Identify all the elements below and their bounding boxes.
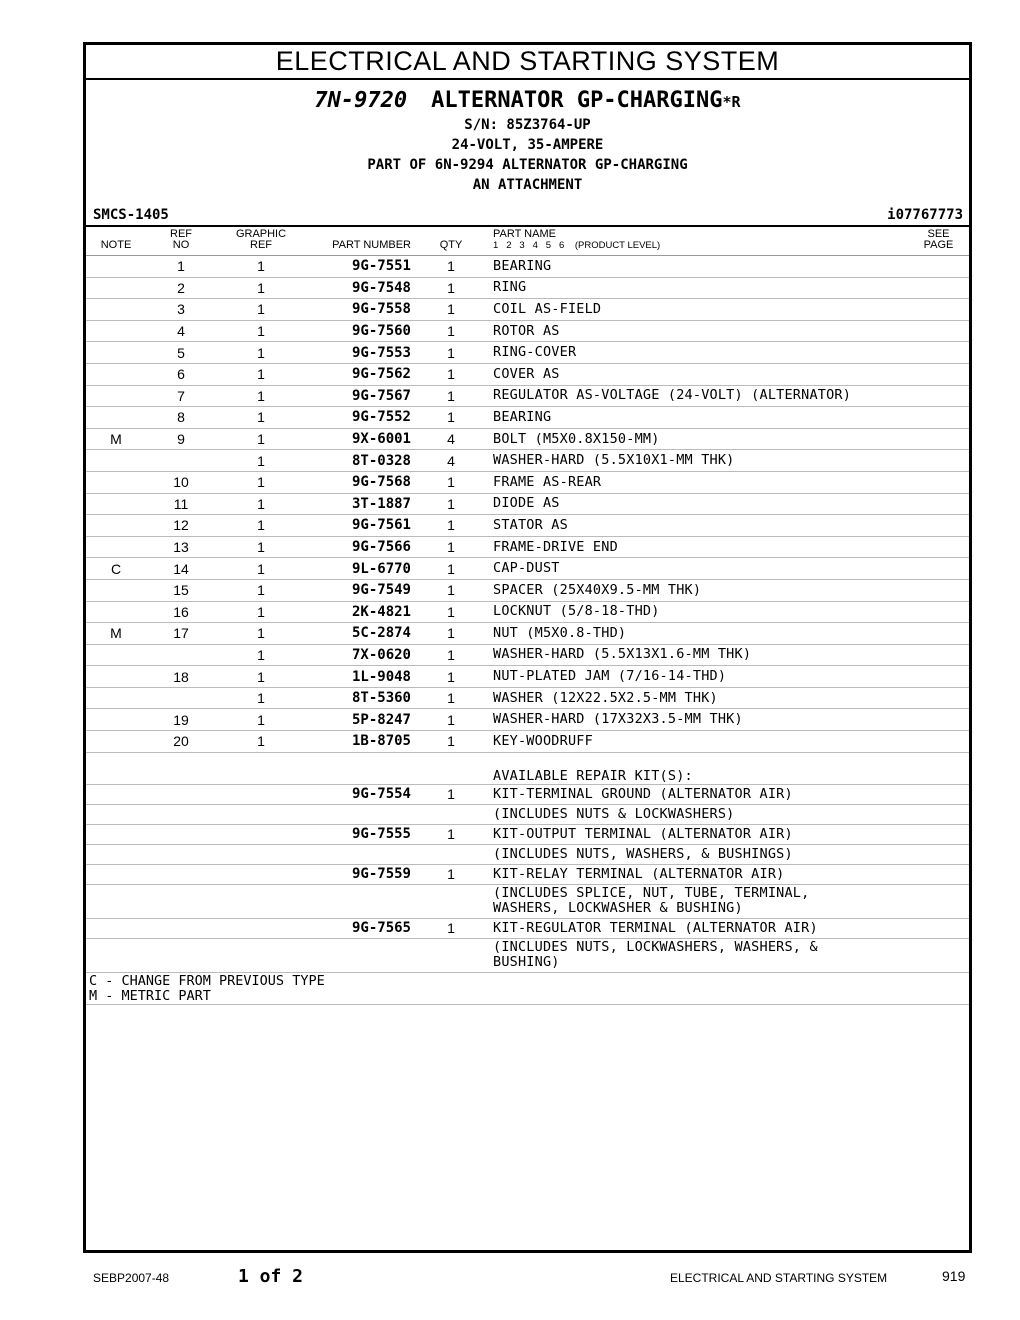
kit-row — [86, 785, 969, 805]
ref-no-cell — [166, 450, 196, 471]
part-number-cell: 9G-7566 — [351, 539, 411, 556]
kit-part-number-cell: 9G-7565 — [351, 920, 411, 937]
table-row — [86, 450, 969, 472]
qty-cell: 1 — [447, 690, 455, 707]
part-name-cell: COIL AS-FIELD — [493, 300, 602, 317]
qty-cell: 1 — [447, 711, 455, 728]
kit-row — [86, 865, 969, 885]
section-title: ELECTRICAL AND STARTING SYSTEM — [86, 45, 969, 80]
graphic-ref-cell: 1 — [257, 279, 265, 296]
ref-no-cell: 14 — [173, 560, 189, 577]
note-cell — [86, 342, 146, 363]
illustration-id: i07767773 — [887, 207, 963, 223]
note-cell: M — [110, 431, 122, 448]
ref-no-cell: 7 — [177, 387, 185, 404]
kit-name-cell: KIT-OUTPUT TERMINAL (ALTERNATOR AIR) — [493, 825, 793, 842]
part-name-cell: REGULATOR AS-VOLTAGE (24-VOLT) (ALTERNATOR) — [493, 387, 852, 404]
table-row — [86, 537, 969, 559]
part-name-cell: COVER AS — [493, 365, 560, 382]
group-title — [86, 87, 969, 115]
col-note: NOTE — [100, 239, 132, 251]
col-part-name — [493, 229, 793, 251]
note-cell — [86, 602, 146, 623]
note-cell — [86, 450, 146, 471]
part-name-cell: RING — [493, 279, 527, 296]
table-row — [86, 364, 969, 386]
note-legend-line: M - METRIC PART — [89, 987, 211, 1004]
part-number-cell: 9G-7561 — [351, 517, 411, 534]
qty-cell: 1 — [447, 495, 455, 512]
qty-cell: 4 — [447, 431, 455, 448]
kit-row — [86, 825, 969, 845]
qty-cell: 1 — [447, 517, 455, 534]
doc-id: SEBP2007-48 — [93, 1271, 170, 1285]
kit-part-number-cell: 9G-7555 — [351, 826, 411, 843]
kit-qty-cell: 1 — [447, 826, 455, 843]
qty-cell: 1 — [447, 474, 455, 491]
table-row — [86, 731, 969, 753]
kit-description-row — [86, 939, 969, 973]
graphic-ref-cell: 1 — [257, 603, 265, 620]
col-ref-bottom: NO — [172, 239, 190, 251]
col-see-top: SEE — [927, 228, 950, 240]
qty-cell: 1 — [447, 668, 455, 685]
part-number-cell: 9G-7552 — [351, 409, 411, 426]
part-name-cell: FRAME AS-REAR — [493, 473, 602, 490]
part-number-cell: 9G-7558 — [351, 301, 411, 318]
graphic-ref-cell: 1 — [257, 344, 265, 361]
graphic-ref-cell: 1 — [257, 452, 265, 469]
table-row — [86, 623, 969, 645]
col-see-bottom: PAGE — [923, 239, 954, 251]
table-row — [86, 494, 969, 516]
graphic-ref-cell: 1 — [257, 625, 265, 642]
col-see-page — [911, 229, 966, 251]
qty-cell: 1 — [447, 409, 455, 426]
part-name-cell: RING-COVER — [493, 344, 577, 361]
graphic-ref-cell: 1 — [257, 539, 265, 556]
part-number-cell: 9G-7567 — [351, 387, 411, 404]
ref-no-cell: 8 — [177, 409, 185, 426]
serial-range: S/N: 85Z3764-UP — [464, 117, 591, 133]
part-name-cell: NUT-PLATED JAM (7/16-14-THD) — [493, 668, 727, 685]
kits-heading: AVAILABLE REPAIR KIT(S): — [493, 767, 693, 784]
col-qty: QTY — [439, 239, 463, 251]
table-row — [86, 429, 969, 451]
qty-cell: 1 — [447, 366, 455, 383]
qty-cell: 1 — [447, 560, 455, 577]
qty-cell: 1 — [447, 344, 455, 361]
ref-no-cell: 11 — [173, 495, 189, 512]
kit-name-cell: KIT-REGULATOR TERMINAL (ALTERNATOR AIR) — [493, 919, 818, 936]
note-cell — [86, 709, 146, 730]
col-ref — [161, 229, 201, 251]
ref-no-cell: 15 — [173, 582, 189, 599]
part-number-cell: 9G-7553 — [351, 344, 411, 361]
ref-no-cell: 16 — [173, 603, 189, 620]
smcs-code: SMCS-1405 — [93, 207, 169, 223]
part-name-cell: LOCKNUT (5/8-18-THD) — [493, 603, 660, 620]
ref-no-cell: 9 — [177, 431, 185, 448]
qty-cell: 1 — [447, 733, 455, 750]
ref-no-cell: 19 — [173, 711, 189, 728]
part-number-cell: 1L-9048 — [351, 668, 411, 685]
note-cell — [86, 256, 146, 277]
table-row — [86, 645, 969, 667]
table-row — [86, 321, 969, 343]
part-name-cell: BEARING — [493, 257, 552, 274]
ref-no-cell: 10 — [173, 474, 189, 491]
part-name-cell: CAP-DUST — [493, 560, 560, 577]
part-name-cell: SPACER (25X40X9.5-MM THK) — [493, 581, 702, 598]
note-cell — [86, 645, 146, 666]
qty-cell: 1 — [447, 279, 455, 296]
kit-qty-cell: 1 — [447, 786, 455, 803]
ref-no-cell: 2 — [177, 279, 185, 296]
qty-cell: 4 — [447, 452, 455, 469]
ref-no-cell: 12 — [173, 517, 189, 534]
col-graphic-top: GRAPHIC — [235, 228, 287, 240]
graphic-ref-cell: 1 — [257, 517, 265, 534]
note-legend-line: C - CHANGE FROM PREVIOUS TYPE — [89, 972, 325, 989]
divider — [86, 225, 969, 227]
part-name-cell: WASHER-HARD (17X32X3.5-MM THK) — [493, 711, 743, 728]
group-header — [86, 87, 969, 195]
kit-description-row — [86, 805, 969, 825]
kit-qty-cell: 1 — [447, 866, 455, 883]
part-number-cell: 9G-7551 — [351, 258, 411, 275]
qty-cell: 1 — [447, 625, 455, 642]
graphic-ref-cell: 1 — [257, 495, 265, 512]
graphic-ref-cell: 1 — [257, 646, 265, 663]
graphic-ref-cell: 1 — [257, 366, 265, 383]
part-number-cell: 9G-7568 — [351, 474, 411, 491]
ref-no-cell: 18 — [173, 668, 189, 685]
qty-cell: 1 — [447, 258, 455, 275]
table-row — [86, 602, 969, 624]
note-cell — [86, 688, 146, 709]
page-of: 1 of 2 — [238, 1266, 304, 1287]
note-cell — [86, 321, 146, 342]
note-cell: C — [110, 560, 122, 577]
qty-cell: 1 — [447, 301, 455, 318]
part-number-cell: 9G-7549 — [351, 582, 411, 599]
graphic-ref-cell: 1 — [257, 387, 265, 404]
note-cell — [86, 537, 146, 558]
part-name-cell: STATOR AS — [493, 516, 568, 533]
notes-legend — [89, 974, 325, 1004]
graphic-ref-cell: 1 — [257, 431, 265, 448]
table-row — [86, 688, 969, 710]
part-number-cell: 8T-5360 — [351, 690, 411, 707]
kit-description-row — [86, 845, 969, 865]
ref-no-cell: 20 — [173, 733, 189, 750]
note-cell: M — [110, 625, 122, 642]
kit-description-cell: (INCLUDES NUTS, LOCKWASHERS, WASHERS, & BUSHING) — [493, 939, 818, 971]
kit-part-number-cell: 9G-7559 — [351, 866, 411, 883]
qty-cell: 1 — [447, 582, 455, 599]
part-number-cell: 5C-2874 — [351, 625, 411, 642]
ref-no-cell — [166, 645, 196, 666]
table-row — [86, 299, 969, 321]
graphic-ref-cell: 1 — [257, 258, 265, 275]
graphic-ref-cell: 1 — [257, 690, 265, 707]
group-part-number: 7N-9720 — [314, 88, 408, 113]
kit-row — [86, 919, 969, 939]
graphic-ref-cell: 1 — [257, 301, 265, 318]
part-number-cell: 1B-8705 — [351, 733, 411, 750]
note-cell — [86, 731, 146, 752]
notes-row — [86, 973, 969, 1005]
kit-description-cell: (INCLUDES NUTS, WASHERS, & BUSHINGS) — [493, 845, 793, 862]
qty-cell: 1 — [447, 387, 455, 404]
group-marker: *R — [722, 93, 741, 111]
table-row — [86, 558, 969, 580]
part-name-cell: WASHER-HARD (5.5X10X1-MM THK) — [493, 452, 735, 469]
graphic-ref-cell: 1 — [257, 474, 265, 491]
kit-description-row — [86, 885, 969, 919]
note-cell — [86, 666, 146, 687]
part-number-cell: 8T-0328 — [351, 452, 411, 469]
part-number-cell: 3T-1887 — [351, 495, 411, 512]
graphic-ref-cell: 1 — [257, 733, 265, 750]
page-frame — [83, 42, 972, 1253]
part-name-cell: DIODE AS — [493, 495, 560, 512]
part-name-cell: NUT (M5X0.8-THD) — [493, 624, 627, 641]
part-number-cell: 9X-6001 — [351, 431, 411, 448]
ref-no-cell: 17 — [173, 625, 189, 642]
col-part-name-label: PART NAME — [493, 228, 556, 240]
part-number-cell: 7X-0620 — [351, 646, 411, 663]
parent-group: PART OF 6N-9294 ALTERNATOR GP-CHARGING — [367, 157, 688, 173]
ref-no-cell — [166, 688, 196, 709]
part-number-cell: 2K-4821 — [351, 603, 411, 620]
graphic-ref-cell: 1 — [257, 409, 265, 426]
table-row — [86, 709, 969, 731]
part-name-cell: KEY-WOODRUFF — [493, 732, 593, 749]
kit-description-cell: (INCLUDES SPLICE, NUT, TUBE, TERMINAL, WASHERS, LOCKWASHER & BUSHING) — [493, 885, 810, 917]
note-cell — [86, 364, 146, 385]
parts-table — [86, 256, 969, 1005]
part-number-cell: 9G-7562 — [351, 366, 411, 383]
note-cell — [86, 472, 146, 493]
part-number-cell: 9G-7548 — [351, 279, 411, 296]
part-name-cell: ROTOR AS — [493, 322, 560, 339]
kit-name-cell: KIT-RELAY TERMINAL (ALTERNATOR AIR) — [493, 865, 785, 882]
kit-qty-cell: 1 — [447, 920, 455, 937]
ref-no-cell: 13 — [173, 539, 189, 556]
kit-description-cell: (INCLUDES NUTS & LOCKWASHERS) — [493, 805, 735, 822]
col-graphic-bottom: REF — [250, 239, 272, 251]
graphic-ref-cell: 1 — [257, 711, 265, 728]
part-number-cell: 9L-6770 — [351, 560, 411, 577]
table-row — [86, 580, 969, 602]
col-graphic — [226, 229, 296, 251]
col-product-level: 1 2 3 4 5 6 (PRODUCT LEVEL) — [493, 240, 661, 251]
footer-section: ELECTRICAL AND STARTING SYSTEM — [670, 1271, 888, 1285]
col-ref-top: REF — [170, 228, 192, 240]
graphic-ref-cell: 1 — [257, 582, 265, 599]
note-cell — [86, 278, 146, 299]
rating: 24-VOLT, 35-AMPERE — [451, 137, 604, 153]
qty-cell: 1 — [447, 646, 455, 663]
table-row — [86, 515, 969, 537]
part-name-cell: WASHER (12X22.5X2.5-MM THK) — [493, 689, 718, 706]
ref-no-cell: 1 — [177, 258, 185, 275]
qty-cell: 1 — [447, 323, 455, 340]
table-row — [86, 342, 969, 364]
note-cell — [86, 494, 146, 515]
kits-heading-row — [86, 753, 969, 785]
note-cell — [86, 580, 146, 601]
graphic-ref-cell: 1 — [257, 560, 265, 577]
ref-no-cell: 5 — [177, 344, 185, 361]
group-part-name: ALTERNATOR GP-CHARGING — [431, 88, 723, 113]
part-name-cell: FRAME-DRIVE END — [493, 538, 618, 555]
table-row — [86, 256, 969, 278]
part-number-cell: 5P-8247 — [351, 711, 411, 728]
ref-no-cell: 3 — [177, 301, 185, 318]
part-number-cell: 9G-7560 — [351, 323, 411, 340]
graphic-ref-cell: 1 — [257, 323, 265, 340]
note-cell — [86, 407, 146, 428]
table-row — [86, 386, 969, 408]
kit-name-cell: KIT-TERMINAL GROUND (ALTERNATOR AIR) — [493, 785, 793, 802]
table-row — [86, 666, 969, 688]
note-cell — [86, 299, 146, 320]
qty-cell: 1 — [447, 603, 455, 620]
col-part-number: PART NUMBER — [332, 239, 411, 251]
attachment-note: AN ATTACHMENT — [472, 177, 583, 193]
qty-cell: 1 — [447, 539, 455, 556]
ref-no-cell: 6 — [177, 366, 185, 383]
page-number: 919 — [942, 1268, 966, 1284]
part-name-cell: BEARING — [493, 408, 552, 425]
note-cell — [86, 515, 146, 536]
part-name-cell: WASHER-HARD (5.5X13X1.6-MM THK) — [493, 646, 752, 663]
ref-no-cell: 4 — [177, 323, 185, 340]
table-row — [86, 472, 969, 494]
kit-part-number-cell: 9G-7554 — [351, 786, 411, 803]
table-row — [86, 407, 969, 429]
table-row — [86, 278, 969, 300]
graphic-ref-cell: 1 — [257, 668, 265, 685]
note-cell — [86, 386, 146, 407]
part-name-cell: BOLT (M5X0.8X150-MM) — [493, 430, 660, 447]
